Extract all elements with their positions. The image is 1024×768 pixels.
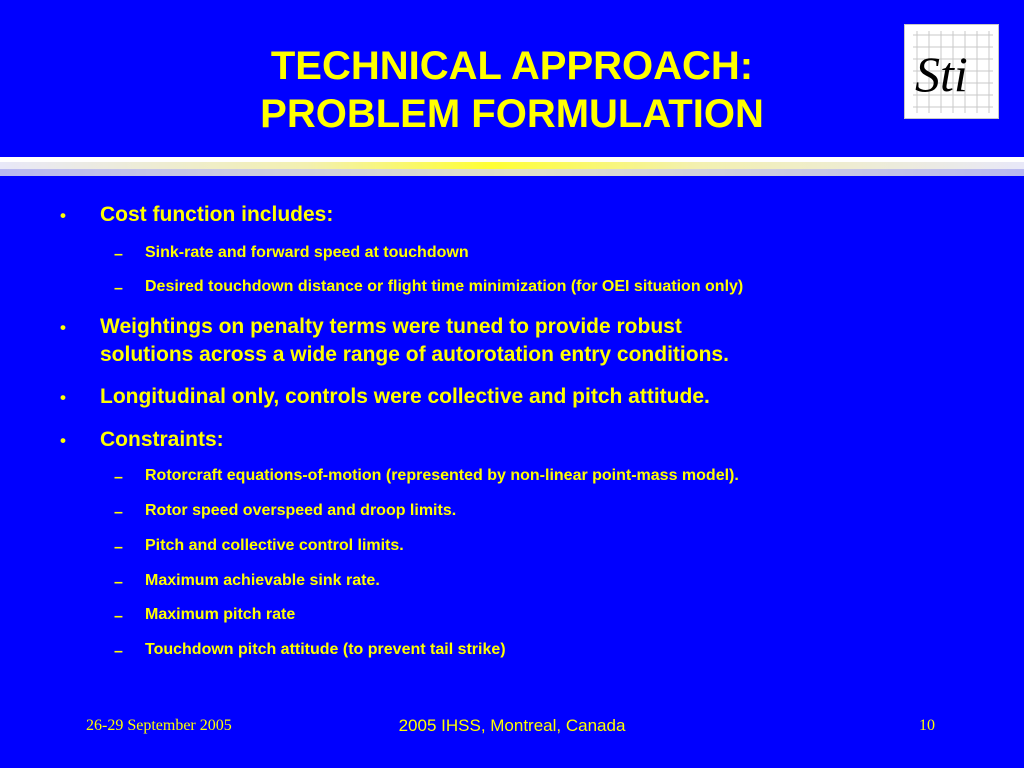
sub-bullet-control-limits: Pitch and collective control limits.: [145, 537, 404, 554]
bullet-constraints: Constraints:: [100, 428, 224, 451]
footer-event: 2005 IHSS, Montreal, Canada: [398, 716, 626, 735]
dash-icon: –: [114, 469, 123, 486]
dash-icon: –: [114, 280, 123, 297]
sub-bullet-equations-of-motion: Rotorcraft equations-of-motion (represented by non-linear point-mass model).: [145, 467, 739, 484]
bullet-icon: •: [60, 388, 66, 407]
bullet-weightings-line-1: Weightings on penalty terms were tuned to provide robust: [100, 315, 682, 338]
sub-bullet-touchdown-distance: Desired touchdown distance or flight time minimization (for OEI situation only): [145, 278, 744, 295]
bullet-longitudinal: Longitudinal only, controls were collective and pitch attitude.: [100, 385, 710, 408]
sub-bullet-sink-rate-max: Maximum achievable sink rate.: [145, 572, 380, 589]
svg-text:Sti: Sti: [915, 46, 968, 102]
title-line-2: PROBLEM FORMULATION: [260, 92, 764, 136]
dash-icon: –: [114, 246, 123, 263]
sub-bullet-pitch-rate: Maximum pitch rate: [145, 606, 296, 623]
bullet-icon: •: [60, 206, 66, 225]
footer-page-number: 10: [919, 717, 935, 734]
title-line-1: TECHNICAL APPROACH:: [270, 44, 754, 88]
dash-icon: –: [114, 539, 123, 556]
sub-bullet-sink-rate: Sink-rate and forward speed at touchdown: [145, 244, 469, 261]
sub-bullet-rotor-speed: Rotor speed overspeed and droop limits.: [145, 502, 457, 519]
sub-bullet-touchdown-pitch: Touchdown pitch attitude (to prevent tail strike): [145, 641, 506, 658]
bullet-icon: •: [60, 431, 66, 450]
dash-icon: –: [114, 574, 123, 591]
bullet-weightings-line-2: solutions across a wide range of autorotation entry conditions.: [100, 343, 729, 366]
dash-icon: –: [114, 504, 123, 521]
dash-icon: –: [114, 643, 123, 660]
footer-date: 26-29 September 2005: [86, 717, 232, 734]
dash-icon: –: [114, 608, 123, 625]
bullet-cost-function: Cost function includes:: [100, 203, 334, 226]
bullet-icon: •: [60, 318, 66, 337]
